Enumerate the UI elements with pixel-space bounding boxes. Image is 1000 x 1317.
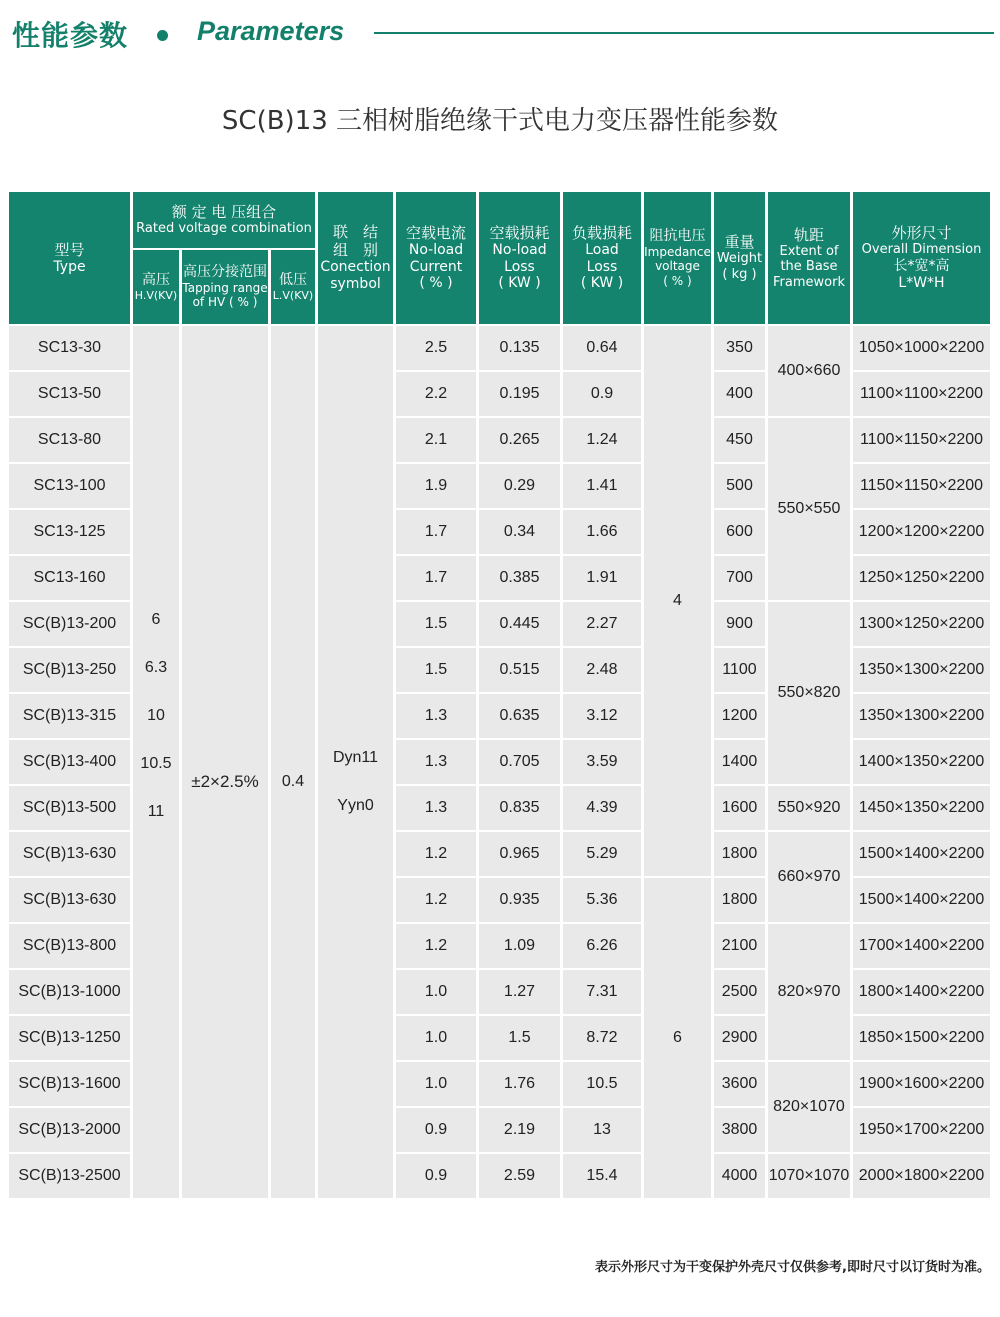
cell-load: 15.4 bbox=[563, 1154, 641, 1198]
cell-noload: 0.34 bbox=[479, 510, 560, 554]
cell-base: 550×920 bbox=[768, 786, 850, 830]
cell-load: 1.91 bbox=[563, 556, 641, 600]
cell-dimension: 1100×1150×2200 bbox=[853, 418, 990, 462]
col-header-impedance: 阻抗电压 Impedance voltage ( % ) bbox=[644, 192, 711, 324]
title-bullet-icon bbox=[157, 30, 168, 41]
cell-current: 1.2 bbox=[396, 832, 476, 876]
cell-weight: 3600 bbox=[714, 1062, 765, 1106]
cell-noload: 0.29 bbox=[479, 464, 560, 508]
cell-base: 820×970 bbox=[768, 924, 850, 1060]
cell-current: 2.1 bbox=[396, 418, 476, 462]
cell-current: 1.2 bbox=[396, 924, 476, 968]
cell-noload: 0.965 bbox=[479, 832, 560, 876]
cell-dimension: 2000×1800×2200 bbox=[853, 1154, 990, 1198]
header-divider bbox=[374, 32, 994, 34]
cell-noload: 0.515 bbox=[479, 648, 560, 692]
cell-impedance-6: 6 bbox=[644, 878, 711, 1198]
cell-impedance-4: 4 bbox=[644, 326, 711, 876]
cell-load: 3.59 bbox=[563, 740, 641, 784]
cell-current: 1.5 bbox=[396, 648, 476, 692]
cell-current: 0.9 bbox=[396, 1154, 476, 1198]
cell-load: 2.48 bbox=[563, 648, 641, 692]
cell-current: 1.7 bbox=[396, 510, 476, 554]
cell-noload: 2.19 bbox=[479, 1108, 560, 1152]
cell-current: 1.7 bbox=[396, 556, 476, 600]
cell-weight: 600 bbox=[714, 510, 765, 554]
cell-weight: 1400 bbox=[714, 740, 765, 784]
cell-noload: 1.5 bbox=[479, 1016, 560, 1060]
cell-base: 660×970 bbox=[768, 832, 850, 922]
cell-dimension: 1300×1250×2200 bbox=[853, 602, 990, 646]
cell-dimension: 1700×1400×2200 bbox=[853, 924, 990, 968]
cell-weight: 400 bbox=[714, 372, 765, 416]
cell-noload: 0.385 bbox=[479, 556, 560, 600]
cell-load: 1.41 bbox=[563, 464, 641, 508]
cell-current: 0.9 bbox=[396, 1108, 476, 1152]
cell-weight: 4000 bbox=[714, 1154, 765, 1198]
cell-load: 5.36 bbox=[563, 878, 641, 922]
cell-load: 8.72 bbox=[563, 1016, 641, 1060]
cell-type: SC(B)13-200 bbox=[9, 602, 130, 646]
cell-noload: 0.835 bbox=[479, 786, 560, 830]
cell-load: 1.24 bbox=[563, 418, 641, 462]
footnote: 表示外形尺寸为干变保护外壳尺寸仅供参考,即时尺寸以订货时为准。 bbox=[595, 1260, 990, 1275]
cell-dimension: 1350×1300×2200 bbox=[853, 694, 990, 738]
cell-current: 1.2 bbox=[396, 878, 476, 922]
col-header-lv: 低压 L.V(KV) bbox=[271, 250, 315, 324]
cell-current: 2.2 bbox=[396, 372, 476, 416]
cell-load: 0.9 bbox=[563, 372, 641, 416]
table-title: SC(B)13 三相树脂绝缘干式电力变压器性能参数 bbox=[221, 106, 779, 136]
cell-type: SC(B)13-400 bbox=[9, 740, 130, 784]
cell-dimension: 1200×1200×2200 bbox=[853, 510, 990, 554]
cell-type: SC(B)13-315 bbox=[9, 694, 130, 738]
cell-current: 1.3 bbox=[396, 786, 476, 830]
cell-dimension: 1100×1100×2200 bbox=[853, 372, 990, 416]
cell-type: SC13-100 bbox=[9, 464, 130, 508]
cell-weight: 3800 bbox=[714, 1108, 765, 1152]
col-header-noload-current: 空载电流 No-load Current ( % ) bbox=[396, 192, 476, 324]
cell-current: 1.3 bbox=[396, 694, 476, 738]
cell-weight: 1800 bbox=[714, 878, 765, 922]
section-title-cn: 性能参数 bbox=[12, 19, 129, 52]
cell-load: 6.26 bbox=[563, 924, 641, 968]
parameters-table-wrap bbox=[8, 190, 991, 1200]
col-header-hv: 高压 H.V(KV) bbox=[133, 250, 179, 324]
col-header-load-loss: 负载损耗 Load Loss ( KW ) bbox=[563, 192, 641, 324]
cell-hv-merged: 6 6.3 10 10.5 11 bbox=[133, 326, 179, 1198]
col-header-tapping: 高压分接范围 Tapping range of HV ( % ) bbox=[182, 250, 268, 324]
cell-type: SC(B)13-2000 bbox=[9, 1108, 130, 1152]
cell-load: 10.5 bbox=[563, 1062, 641, 1106]
cell-weight: 350 bbox=[714, 326, 765, 370]
cell-weight: 2500 bbox=[714, 970, 765, 1014]
section-title-en: Parameters bbox=[197, 16, 345, 46]
cell-dimension: 1450×1350×2200 bbox=[853, 786, 990, 830]
cell-current: 1.5 bbox=[396, 602, 476, 646]
cell-weight: 1600 bbox=[714, 786, 765, 830]
cell-load: 5.29 bbox=[563, 832, 641, 876]
cell-noload: 0.195 bbox=[479, 372, 560, 416]
cell-weight: 450 bbox=[714, 418, 765, 462]
cell-type: SC13-160 bbox=[9, 556, 130, 600]
cell-base: 550×820 bbox=[768, 602, 850, 784]
col-header-dimension: 外形尺寸 Overall Dimension 长*宽*高 L*W*H bbox=[853, 192, 990, 324]
cell-load: 2.27 bbox=[563, 602, 641, 646]
cell-tapping-merged: ±2×2.5% bbox=[182, 326, 268, 1198]
cell-current: 1.3 bbox=[396, 740, 476, 784]
cell-dimension: 1500×1400×2200 bbox=[853, 832, 990, 876]
cell-weight: 2900 bbox=[714, 1016, 765, 1060]
cell-base: 1070×1070 bbox=[768, 1154, 850, 1198]
cell-type: SC(B)13-1250 bbox=[9, 1016, 130, 1060]
cell-type: SC(B)13-800 bbox=[9, 924, 130, 968]
cell-dimension: 1800×1400×2200 bbox=[853, 970, 990, 1014]
cell-noload: 1.09 bbox=[479, 924, 560, 968]
cell-weight: 1800 bbox=[714, 832, 765, 876]
cell-dimension: 1950×1700×2200 bbox=[853, 1108, 990, 1152]
col-header-weight: 重量 Weight ( kg ) bbox=[714, 192, 765, 324]
cell-noload: 2.59 bbox=[479, 1154, 560, 1198]
cell-base: 820×1070 bbox=[768, 1062, 850, 1152]
col-header-type: 型号 Type bbox=[9, 192, 130, 324]
cell-dimension: 1500×1400×2200 bbox=[853, 878, 990, 922]
cell-noload: 0.705 bbox=[479, 740, 560, 784]
cell-load: 1.66 bbox=[563, 510, 641, 554]
cell-base: 400×660 bbox=[768, 326, 850, 416]
cell-type: SC(B)13-2500 bbox=[9, 1154, 130, 1198]
cell-dimension: 1050×1000×2200 bbox=[853, 326, 990, 370]
cell-noload: 0.635 bbox=[479, 694, 560, 738]
cell-noload: 0.935 bbox=[479, 878, 560, 922]
table-row bbox=[9, 326, 990, 370]
cell-noload: 0.445 bbox=[479, 602, 560, 646]
cell-base: 550×550 bbox=[768, 418, 850, 600]
cell-dimension: 1400×1350×2200 bbox=[853, 740, 990, 784]
cell-weight: 900 bbox=[714, 602, 765, 646]
parameters-table bbox=[6, 190, 993, 1200]
cell-current: 1.9 bbox=[396, 464, 476, 508]
cell-type: SC(B)13-630 bbox=[9, 832, 130, 876]
cell-weight: 2100 bbox=[714, 924, 765, 968]
cell-noload: 1.27 bbox=[479, 970, 560, 1014]
cell-current: 1.0 bbox=[396, 970, 476, 1014]
cell-dimension: 1850×1500×2200 bbox=[853, 1016, 990, 1060]
cell-weight: 1200 bbox=[714, 694, 765, 738]
cell-dimension: 1900×1600×2200 bbox=[853, 1062, 990, 1106]
cell-weight: 700 bbox=[714, 556, 765, 600]
page-header bbox=[0, 0, 1000, 70]
cell-dimension: 1350×1300×2200 bbox=[853, 648, 990, 692]
cell-load: 13 bbox=[563, 1108, 641, 1152]
cell-noload: 0.135 bbox=[479, 326, 560, 370]
cell-type: SC(B)13-250 bbox=[9, 648, 130, 692]
col-header-rated-voltage: 额 定 电 压组合 Rated voltage combination bbox=[133, 192, 315, 248]
col-header-noload-loss: 空载损耗 No-load Loss ( KW ) bbox=[479, 192, 560, 324]
cell-connection-merged: Dyn11 Yyn0 bbox=[318, 326, 393, 1198]
cell-weight: 1100 bbox=[714, 648, 765, 692]
col-header-connection: 联 结 组 别 Conection symbol bbox=[318, 192, 393, 324]
cell-current: 1.0 bbox=[396, 1062, 476, 1106]
cell-load: 7.31 bbox=[563, 970, 641, 1014]
cell-dimension: 1150×1150×2200 bbox=[853, 464, 990, 508]
cell-load: 0.64 bbox=[563, 326, 641, 370]
cell-dimension: 1250×1250×2200 bbox=[853, 556, 990, 600]
cell-load: 3.12 bbox=[563, 694, 641, 738]
cell-noload: 1.76 bbox=[479, 1062, 560, 1106]
cell-load: 4.39 bbox=[563, 786, 641, 830]
cell-type: SC(B)13-1600 bbox=[9, 1062, 130, 1106]
col-header-base: 轨距 Extent of the Base Framework bbox=[768, 192, 850, 324]
cell-type: SC13-50 bbox=[9, 372, 130, 416]
cell-type: SC13-125 bbox=[9, 510, 130, 554]
cell-type: SC13-80 bbox=[9, 418, 130, 462]
cell-type: SC(B)13-500 bbox=[9, 786, 130, 830]
cell-lv-merged: 0.4 bbox=[271, 326, 315, 1198]
cell-current: 1.0 bbox=[396, 1016, 476, 1060]
cell-weight: 500 bbox=[714, 464, 765, 508]
cell-type: SC(B)13-1000 bbox=[9, 970, 130, 1014]
cell-type: SC13-30 bbox=[9, 326, 130, 370]
cell-type: SC(B)13-630 bbox=[9, 878, 130, 922]
cell-noload: 0.265 bbox=[479, 418, 560, 462]
cell-current: 2.5 bbox=[396, 326, 476, 370]
